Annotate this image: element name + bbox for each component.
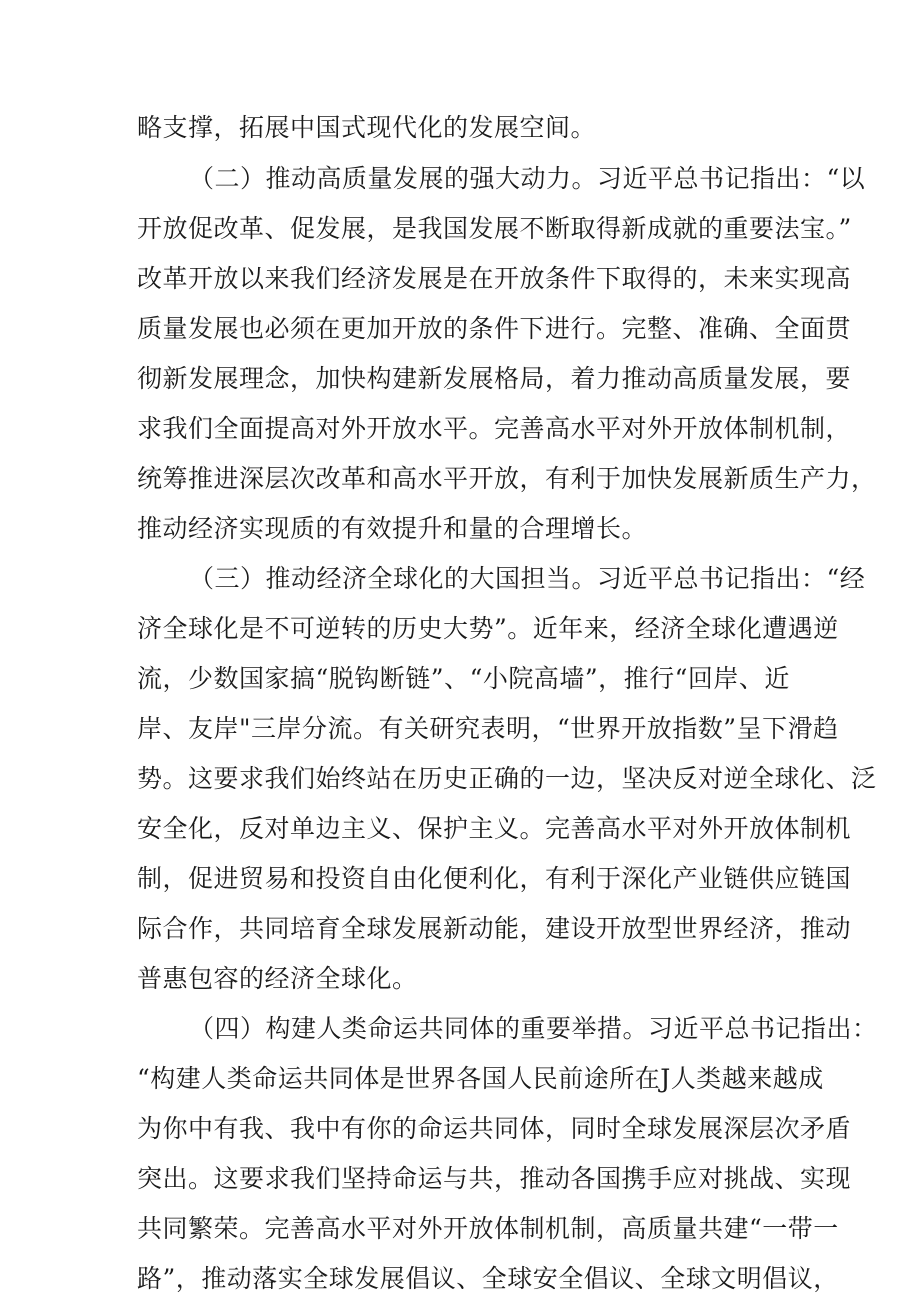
text-line: 为你中有我、我中有你的命运共同体，同时全球发展深层次矛盾 bbox=[137, 1114, 852, 1143]
text-line: 岸、友岸"三岸分流。有关研究表明，“世界开放指数”呈下滑趋 bbox=[137, 714, 839, 743]
text-line: 彻新发展理念，加快构建新发展格局，着力推动高质量发展，要 bbox=[137, 364, 852, 393]
text-line: 安全化，反对单边主义、保护主义。完善高水平对外开放体制机 bbox=[137, 814, 852, 843]
text-line: 势。这要求我们始终站在历史正确的一边，坚决反对逆全球化、泛 bbox=[137, 764, 877, 793]
text-line: 制，促进贸易和投资自由化便利化，有利于深化产业链供应链国 bbox=[137, 864, 852, 893]
text-line: “构建人类命运共同体是世界各国人民前途所在J人类越来越成 bbox=[137, 1064, 824, 1093]
text-line: 改革开放以来我们经济发展是在开放条件下取得的，未来实现高 bbox=[137, 264, 852, 293]
text-line: 求我们全面提高对外开放水平。完善高水平对外开放体制机制， bbox=[137, 414, 852, 443]
text-line: 略支撑，拓展中国式现代化的发展空间。 bbox=[137, 113, 597, 142]
text-line: 突出。这要求我们坚持命运与共，推动各国携手应对挑战、实现 bbox=[137, 1164, 852, 1193]
section-heading-4: （四）构建人类命运共同体的重要举措。习近平总书记指出： bbox=[189, 1014, 878, 1043]
text-line: 质量发展也必须在更加开放的条件下进行。完整、准确、全面贯 bbox=[137, 314, 852, 343]
text-line: 共同繁荣。完善高水平对外开放体制机制，高质量共建“一带一 bbox=[137, 1214, 839, 1243]
section-heading-2: （二）推动高质量发展的强大动力。习近平总书记指出：“以 bbox=[189, 164, 866, 193]
text-line: 推动经济实现质的有效提升和量的合理增长。 bbox=[137, 514, 648, 543]
text-line: 路”，推动落实全球发展倡议、全球安全倡议、全球文明倡议， bbox=[137, 1264, 839, 1293]
text-line: 统筹推进深层次改革和高水平开放，有利于加快发展新质生产力， bbox=[137, 464, 877, 493]
text-line: 流，少数国家搞“脱钩断链”、“小院高墙”，推行“回岸、近 bbox=[137, 664, 790, 693]
text-line: 际合作，共同培育全球发展新动能，建设开放型世界经济，推动 bbox=[137, 914, 852, 943]
text-line: 济全球化是不可逆转的历史大势”。近年来，经济全球化遭遇逆 bbox=[137, 614, 839, 643]
section-heading-3: （三）推动经济全球化的大国担当。习近平总书记指出：“经 bbox=[189, 564, 866, 593]
text-line: 普惠包容的经济全球化。 bbox=[137, 964, 418, 993]
text-line: 开放促改革、促发展，是我国发展不断取得新成就的重要法宝。” bbox=[137, 214, 852, 243]
